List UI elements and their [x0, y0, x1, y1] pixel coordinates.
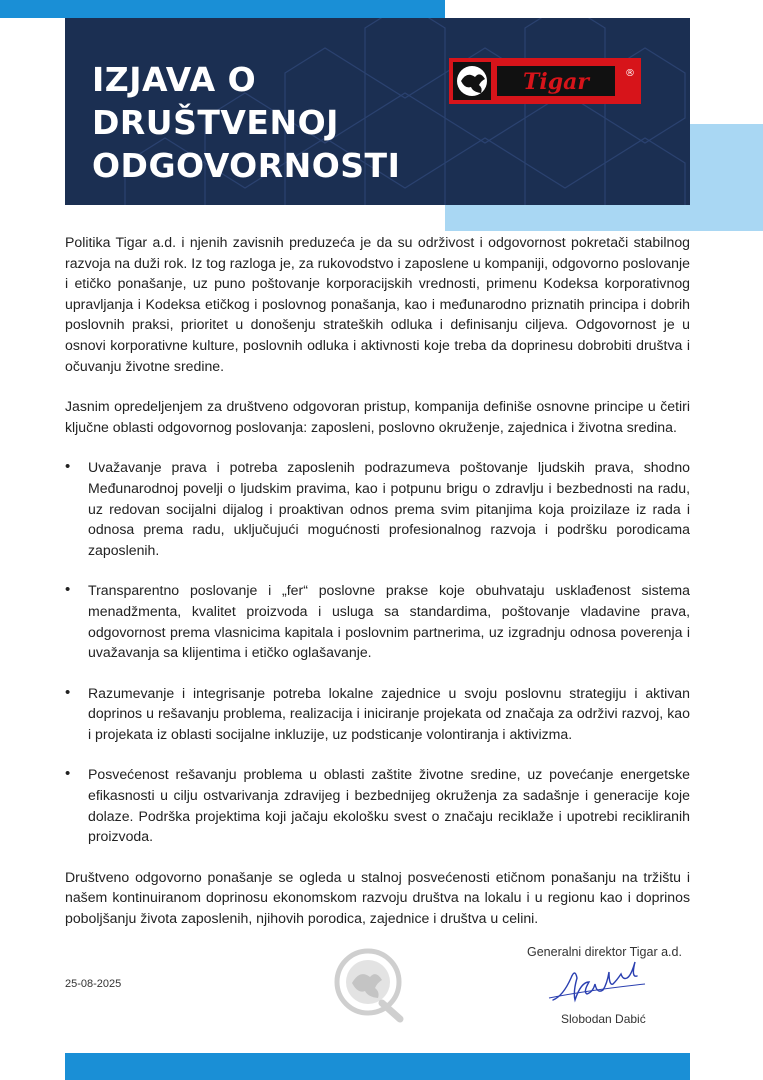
- signatory-title: Generalni direktor Tigar a.d.: [527, 945, 682, 959]
- principles-list: [65, 457, 690, 847]
- quality-watermark-icon: [330, 945, 410, 1023]
- statement-body: [65, 232, 690, 929]
- title-line-1: IZJAVA O: [92, 60, 257, 99]
- document-date: 25-08-2025: [65, 978, 122, 990]
- intro-paragraph: Politika Tigar a.d. i njenih zavisnih preduzeća je da su održivost i odgovornost pokretači stabilnog razvoja na duži rok. Iz tog razloga je, za rukovodstvo i zaposlene u kompaniji, odgovorno poslovanje i etičko ponašanje, uz puno poštovanje korporacijskih vrednosti, primenu Kodeksa korporativnog upravljanja i Kodeksa etičkog i poslovnog ponašanja, kao i međunarodno priznatih principa i dobrih poslovnih praksi, prioritet u donošenju strateških odluka i definisanju ciljeva. Odgovornost je u osnovi korporativne kulture, poslovnih odluka i aktivnosti koje treba da doprinesu dobrobiti društva i očuvanju životne sredine.: [65, 234, 690, 374]
- title-line-3: ODGOVORNOSTI: [92, 146, 401, 185]
- closing-paragraph: Društveno odgovorno ponašanje se ogleda u stalnoj posvećenosti etičnom ponašanju na tržištu i našem kontinuiranom doprinosu ekonomskom razvoju društva na lokalu i u regionu kao i doprinos poboljšanju života zaposlenih, njihovih porodica, zajednice i društva u celini.: [65, 868, 690, 927]
- registered-mark: ®: [625, 68, 635, 79]
- tigar-logo: [449, 58, 641, 104]
- principles-paragraph: Jasnim opredeljenjem za društveno odgovoran pristup, kompanija definiše osnovne principe u četiri ključne oblasti odgovornog poslovanja: zaposleni, poslovno okruženje, zajednica i životna sredina.: [65, 398, 690, 435]
- logo-text: Tigar: [523, 69, 589, 95]
- bottom-bar: [65, 1053, 690, 1080]
- list-item: • Uvažavanje prava i potreba zaposlenih podrazumeva poštovanje ljudskih prava, shodno Međunarodnoj povelji o ljudskim pravima, kao i potpunu brigu o zdravlju i bezbednosti na radu, uz redovan socijalni dijalog i proaktivan odnos prema svim pitanjima koja proizilaze iz rada i odnosa prema radu, uključujući mogućnosti profesionalnog razvoja i podršku porodicama zaposlenih.: [65, 457, 690, 560]
- handwritten-signature: [545, 960, 655, 1010]
- list-item: • Posvećenost rešavanju problema u oblasti zaštite životne sredine, uz povećanje energetske efikasnosti u cilju ostvarivanja zdravijeg i bezbednijeg okruženja za sadašnje i generacije koje dolaze. Podrška projektima koji jačaju ekološku svest o značaju reciklaže i upotrebi recikliranih proizvoda.: [65, 764, 690, 846]
- list-item: • Razumevanje i integrisanje potreba lokalne zajednice u svoju poslovnu strategiju i aktivan doprinos u rešavanju problema, realizacija i iniciranje projekata od značaja za održivi razvoj, kao i projekata iz oblasti socijalne inkluzije, uz podsticanje volontiranja i aktivizma.: [65, 683, 690, 745]
- page-title: [92, 58, 452, 187]
- signatory-name: Slobodan Dabić: [561, 1012, 646, 1026]
- top-stripe: [0, 0, 445, 18]
- list-item: • Transparentno poslovanje i „fer“ poslovne prakse koje obuhvataju usklađenost sistema menadžmenta, kvalitet proizvoda i usluga sa standardima, poštovanje vladavine prava, odgovornost prema vlasnicima kapitala i poslovnim partnerima, uz izgradnju odnosa poverenja i uvažavanja sa klijentima i etičko oglašavanje.: [65, 580, 690, 662]
- title-line-2: DRUŠTVENOJ: [92, 103, 339, 142]
